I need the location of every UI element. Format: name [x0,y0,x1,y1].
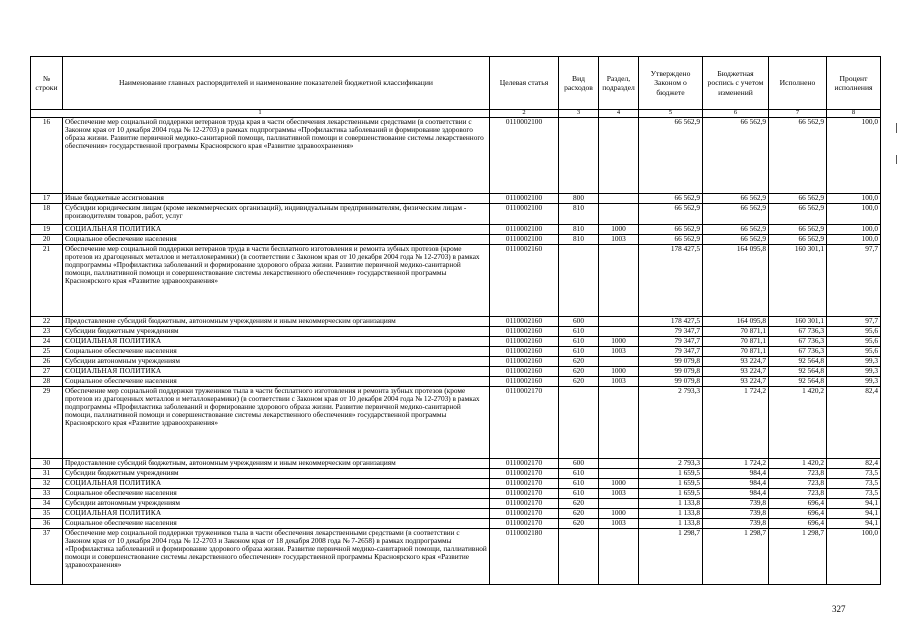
row-executed: 66 562,9 [769,193,827,203]
table-row [31,478,881,488]
header-budget-list: Бюджетная роспись с учетом изменений [703,57,769,110]
row-section [599,316,639,326]
row-name: Субсидии бюджетным учреждениям [63,326,490,336]
row-budget: 66 562,9 [703,234,769,244]
row-executed: 67 736,3 [769,346,827,356]
row-section [599,468,639,478]
row-type: 620 [559,376,599,386]
row-budget: 739,8 [703,498,769,508]
header-target: Целевая статья [490,57,559,110]
row-executed: 696,4 [769,508,827,518]
row-target: 0110002160 [490,366,559,376]
row-type: 810 [559,224,599,234]
row-name: Субсидии юридическим лицам (кроме некоммерческих организаций), индивидуальным предпринимателям, физическим лицам - производителям товаров, работ, услуг [63,203,490,224]
row-percent: 95,6 [827,336,881,346]
row-type: 610 [559,478,599,488]
row-target: 0110002160 [490,316,559,326]
row-target: 0110002170 [490,478,559,488]
column-index-cell: 4 [599,110,639,118]
row-name: СОЦИАЛЬНАЯ ПОЛИТИКА [63,366,490,376]
row-approved: 178 427,5 [639,244,703,316]
table-row [31,468,881,478]
row-budget: 984,4 [703,468,769,478]
row-type: 600 [559,316,599,326]
row-number: 33 [31,488,63,498]
header-row [31,57,881,110]
table-row [31,234,881,244]
row-percent: 97,7 [827,244,881,316]
row-percent: 95,6 [827,346,881,356]
row-type: 620 [559,356,599,366]
row-target: 0110002100 [490,224,559,234]
row-executed: 66 562,9 [769,234,827,244]
row-type: 610 [559,488,599,498]
row-approved: 1 133,8 [639,518,703,528]
row-number: 31 [31,468,63,478]
column-index-cell: 3 [559,110,599,118]
row-percent: 82,4 [827,386,881,458]
row-approved: 1 133,8 [639,508,703,518]
row-approved: 66 562,9 [639,203,703,224]
table-row [31,376,881,386]
row-number: 20 [31,234,63,244]
table-row [31,356,881,366]
row-number: 17 [31,193,63,203]
row-budget: 93 224,7 [703,376,769,386]
row-number: 35 [31,508,63,518]
row-percent: 100,0 [827,203,881,224]
row-section [599,528,639,584]
row-name: Социальное обеспечение населения [63,234,490,244]
row-number: 24 [31,336,63,346]
row-name: Субсидии автономным учреждениям [63,498,490,508]
row-number: 18 [31,203,63,224]
row-approved: 1 298,7 [639,528,703,584]
row-budget: 1 724,2 [703,458,769,468]
row-type: 610 [559,468,599,478]
row-number: 37 [31,528,63,584]
row-section [599,193,639,203]
row-budget: 70 871,1 [703,336,769,346]
row-approved: 66 562,9 [639,224,703,234]
row-approved: 2 793,3 [639,386,703,458]
row-approved: 66 562,9 [639,193,703,203]
row-percent: 94,1 [827,518,881,528]
row-section: 1003 [599,346,639,356]
table-row [31,336,881,346]
column-index-cell: 1 [31,110,490,118]
column-index-cell: 6 [703,110,769,118]
row-number: 36 [31,518,63,528]
row-section: 1000 [599,336,639,346]
row-type [559,117,599,193]
row-name: Обеспечение мер социальной поддержки ветеранов труда в части бесплатного изготовления и ремонта зубных протезов (кроме протезов из драгоценных металлов и металлокерамики) (в соответствии с Законом края от 10 декабря 2004 года № 12-2703) в рамках подпрограммы «Профилактика заболеваний и формирование здорового образа жизни. Развитие первичной медико-санитарной помощи, паллиативной помощи и совершенствование системы лекарственного обеспечения» государственной программы Красноярского края «Развитие здравоохранения» [63,244,490,316]
row-executed: 1 298,7 [769,528,827,584]
row-section [599,458,639,468]
row-executed: 92 564,8 [769,366,827,376]
row-approved: 1 133,8 [639,498,703,508]
row-section: 1003 [599,234,639,244]
row-executed: 160 301,1 [769,316,827,326]
row-target: 0110002170 [490,458,559,468]
table-row [31,518,881,528]
row-number: 29 [31,386,63,458]
row-number: 30 [31,458,63,468]
column-index-cell: 7 [769,110,827,118]
row-type [559,244,599,316]
row-percent: 95,6 [827,326,881,336]
row-budget: 66 562,9 [703,117,769,193]
margin-mark [896,155,897,164]
row-number: 16 [31,117,63,193]
row-target: 0110002170 [490,386,559,458]
row-budget: 66 562,9 [703,224,769,234]
row-budget: 984,4 [703,488,769,498]
row-name: Предоставление субсидий бюджетным, автономным учреждениям и иным некоммерческим организациям [63,316,490,326]
row-type: 610 [559,346,599,356]
row-budget: 93 224,7 [703,356,769,366]
row-budget: 66 562,9 [703,193,769,203]
row-approved: 66 562,9 [639,117,703,193]
row-percent: 100,0 [827,224,881,234]
header-approved: Утверждено Законом о бюджете [639,57,703,110]
row-target: 0110002160 [490,336,559,346]
row-section: 1000 [599,478,639,488]
row-target: 0110002170 [490,498,559,508]
row-number: 28 [31,376,63,386]
row-approved: 1 659,5 [639,468,703,478]
row-approved: 2 793,3 [639,458,703,468]
row-type: 600 [559,458,599,468]
row-number: 21 [31,244,63,316]
row-name: Социальное обеспечение населения [63,346,490,356]
table-row [31,528,881,584]
row-number: 27 [31,366,63,376]
row-executed: 66 562,9 [769,203,827,224]
table-row [31,498,881,508]
row-name: Обеспечение мер социальной поддержки тружеников тыла в части обеспечения лекарственными средствами (в соответствии с Законом края от 10 декабря 2004 года № 12-2703 и Законом края от 18 декабря 2008 года № 7-2658) в рамках подпрограммы «Профилактика заболеваний и формирование здорового образа жизни. Развитие первичной медико-санитарной помощи, паллиативной помощи и совершенствование системы лекарственного обеспечения» государственной программы Красноярского края «Развитие здравоохранения» [63,528,490,584]
row-percent: 82,4 [827,458,881,468]
row-type [559,528,599,584]
row-percent: 73,5 [827,468,881,478]
column-index-row [31,110,881,118]
row-name: СОЦИАЛЬНАЯ ПОЛИТИКА [63,224,490,234]
row-executed: 696,4 [769,518,827,528]
row-number: 25 [31,346,63,356]
row-section [599,326,639,336]
row-percent: 73,5 [827,488,881,498]
row-executed: 1 420,2 [769,386,827,458]
row-percent: 99,3 [827,366,881,376]
row-section [599,203,639,224]
row-type: 620 [559,518,599,528]
row-name: СОЦИАЛЬНАЯ ПОЛИТИКА [63,508,490,518]
row-number: 23 [31,326,63,336]
row-section [599,356,639,366]
row-name: Предоставление субсидий бюджетным, автономным учреждениям и иным некоммерческим организациям [63,458,490,468]
page-number: 327 [832,604,846,614]
column-index-cell: 5 [639,110,703,118]
row-approved: 178 427,5 [639,316,703,326]
table-row [31,366,881,376]
row-type: 610 [559,336,599,346]
header-row-no: № строки [31,57,63,110]
row-target: 0110002170 [490,468,559,478]
row-budget: 984,4 [703,478,769,488]
row-name: Обеспечение мер социальной поддержки ветеранов труда края в части обеспечения лекарственными средствами (в соответствии с Законом края от 10 декабря 2004 года № 12-2703) в рамках подпрограммы «Профилактика заболеваний и формирование здорового образа жизни. Развитие первичной медико-санитарной помощи, паллиативной помощи и совершенствование системы лекарственного обеспечения» государственной программы Красноярского края «Развитие здравоохранения» [63,117,490,193]
row-section [599,386,639,458]
row-target: 0110002160 [490,356,559,366]
header-type: Вид расходов [559,57,599,110]
row-number: 22 [31,316,63,326]
row-percent: 100,0 [827,234,881,244]
row-section [599,498,639,508]
row-executed: 1 420,2 [769,458,827,468]
row-executed: 723,8 [769,488,827,498]
row-executed: 92 564,8 [769,376,827,386]
row-name: СОЦИАЛЬНАЯ ПОЛИТИКА [63,478,490,488]
row-name: Обеспечение мер социальной поддержки тружеников тыла в части бесплатного изготовления и ремонта зубных протезов (кроме протезов из драгоценных металлов и металлокерамики) (в соответствии с Законом края от 10 декабря 2004 года № 12-2703) в рамках подпрограммы «Профилактика заболеваний и формирование здорового образа жизни. Развитие первичной медико-санитарной помощи, паллиативной помощи и совершенствование системы лекарственного обеспечения» государственной программы Красноярского края «Развитие здравоохранения» [63,386,490,458]
table-row [31,488,881,498]
row-name: Субсидии бюджетным учреждениям [63,468,490,478]
row-approved: 66 562,9 [639,234,703,244]
row-budget: 739,8 [703,518,769,528]
row-approved: 79 347,7 [639,336,703,346]
row-type: 620 [559,366,599,376]
row-type: 810 [559,234,599,244]
row-section: 1003 [599,376,639,386]
row-executed: 92 564,8 [769,356,827,366]
row-approved: 79 347,7 [639,326,703,336]
row-percent: 94,1 [827,498,881,508]
row-executed: 160 301,1 [769,244,827,316]
row-type [559,386,599,458]
row-target: 0110002160 [490,376,559,386]
row-number: 19 [31,224,63,234]
row-budget: 70 871,1 [703,326,769,336]
table-row [31,326,881,336]
row-name: Субсидии автономным учреждениям [63,356,490,366]
row-percent: 100,0 [827,193,881,203]
row-budget: 66 562,9 [703,203,769,224]
header-name: Наименование главных распорядителей и наименование показателей бюджетной классификации [63,57,490,110]
row-name: СОЦИАЛЬНАЯ ПОЛИТИКА [63,336,490,346]
row-name: Социальное обеспечение населения [63,488,490,498]
row-section [599,117,639,193]
row-executed: 67 736,3 [769,336,827,346]
row-executed: 66 562,9 [769,224,827,234]
margin-mark [896,123,897,133]
table-row [31,193,881,203]
header-section: Раздел, подраздел [599,57,639,110]
row-executed: 723,8 [769,468,827,478]
row-section: 1003 [599,488,639,498]
column-index-cell: 8 [827,110,881,118]
row-number: 32 [31,478,63,488]
row-approved: 99 079,8 [639,376,703,386]
row-budget: 1 298,7 [703,528,769,584]
row-percent: 73,5 [827,478,881,488]
table-row [31,346,881,356]
row-approved: 1 659,5 [639,488,703,498]
row-approved: 79 347,7 [639,346,703,356]
row-type: 610 [559,326,599,336]
row-type: 800 [559,193,599,203]
table-row [31,244,881,316]
row-number: 26 [31,356,63,366]
row-name: Социальное обеспечение населения [63,376,490,386]
row-section: 1000 [599,224,639,234]
row-percent: 94,1 [827,508,881,518]
row-type: 620 [559,508,599,518]
row-section: 1000 [599,366,639,376]
row-approved: 99 079,8 [639,366,703,376]
row-section [599,244,639,316]
row-name: Иные бюджетные ассигнования [63,193,490,203]
column-index-cell: 2 [490,110,559,118]
row-target: 0110002100 [490,234,559,244]
row-executed: 723,8 [769,478,827,488]
table-row [31,117,881,193]
row-budget: 1 724,2 [703,386,769,458]
table-row [31,224,881,234]
row-target: 0110002170 [490,508,559,518]
header-percent: Процент исполнения [827,57,881,110]
table-row [31,508,881,518]
row-section: 1000 [599,508,639,518]
row-percent: 100,0 [827,528,881,584]
row-executed: 66 562,9 [769,117,827,193]
table-row [31,316,881,326]
row-target: 0110002170 [490,488,559,498]
row-budget: 739,8 [703,508,769,518]
row-number: 34 [31,498,63,508]
row-percent: 99,3 [827,356,881,366]
row-target: 0110002100 [490,203,559,224]
row-target: 0110002100 [490,193,559,203]
row-executed: 696,4 [769,498,827,508]
row-target: 0110002100 [490,117,559,193]
table-row [31,203,881,224]
row-section: 1003 [599,518,639,528]
row-budget: 70 871,1 [703,346,769,356]
header-executed: Исполнено [769,57,827,110]
row-approved: 1 659,5 [639,478,703,488]
row-budget: 93 224,7 [703,366,769,376]
row-executed: 67 736,3 [769,326,827,336]
row-target: 0110002160 [490,346,559,356]
row-target: 0110002160 [490,326,559,336]
table-row [31,386,881,458]
table-row [31,458,881,468]
row-budget: 164 095,8 [703,244,769,316]
row-target: 0110002170 [490,518,559,528]
row-percent: 97,7 [827,316,881,326]
row-target: 0110002160 [490,244,559,316]
row-percent: 100,0 [827,117,881,193]
row-approved: 99 079,8 [639,356,703,366]
row-percent: 99,3 [827,376,881,386]
row-name: Социальное обеспечение населения [63,518,490,528]
row-type: 620 [559,498,599,508]
row-budget: 164 095,8 [703,316,769,326]
row-target: 0110002180 [490,528,559,584]
row-type: 810 [559,203,599,224]
budget-table [30,56,881,585]
